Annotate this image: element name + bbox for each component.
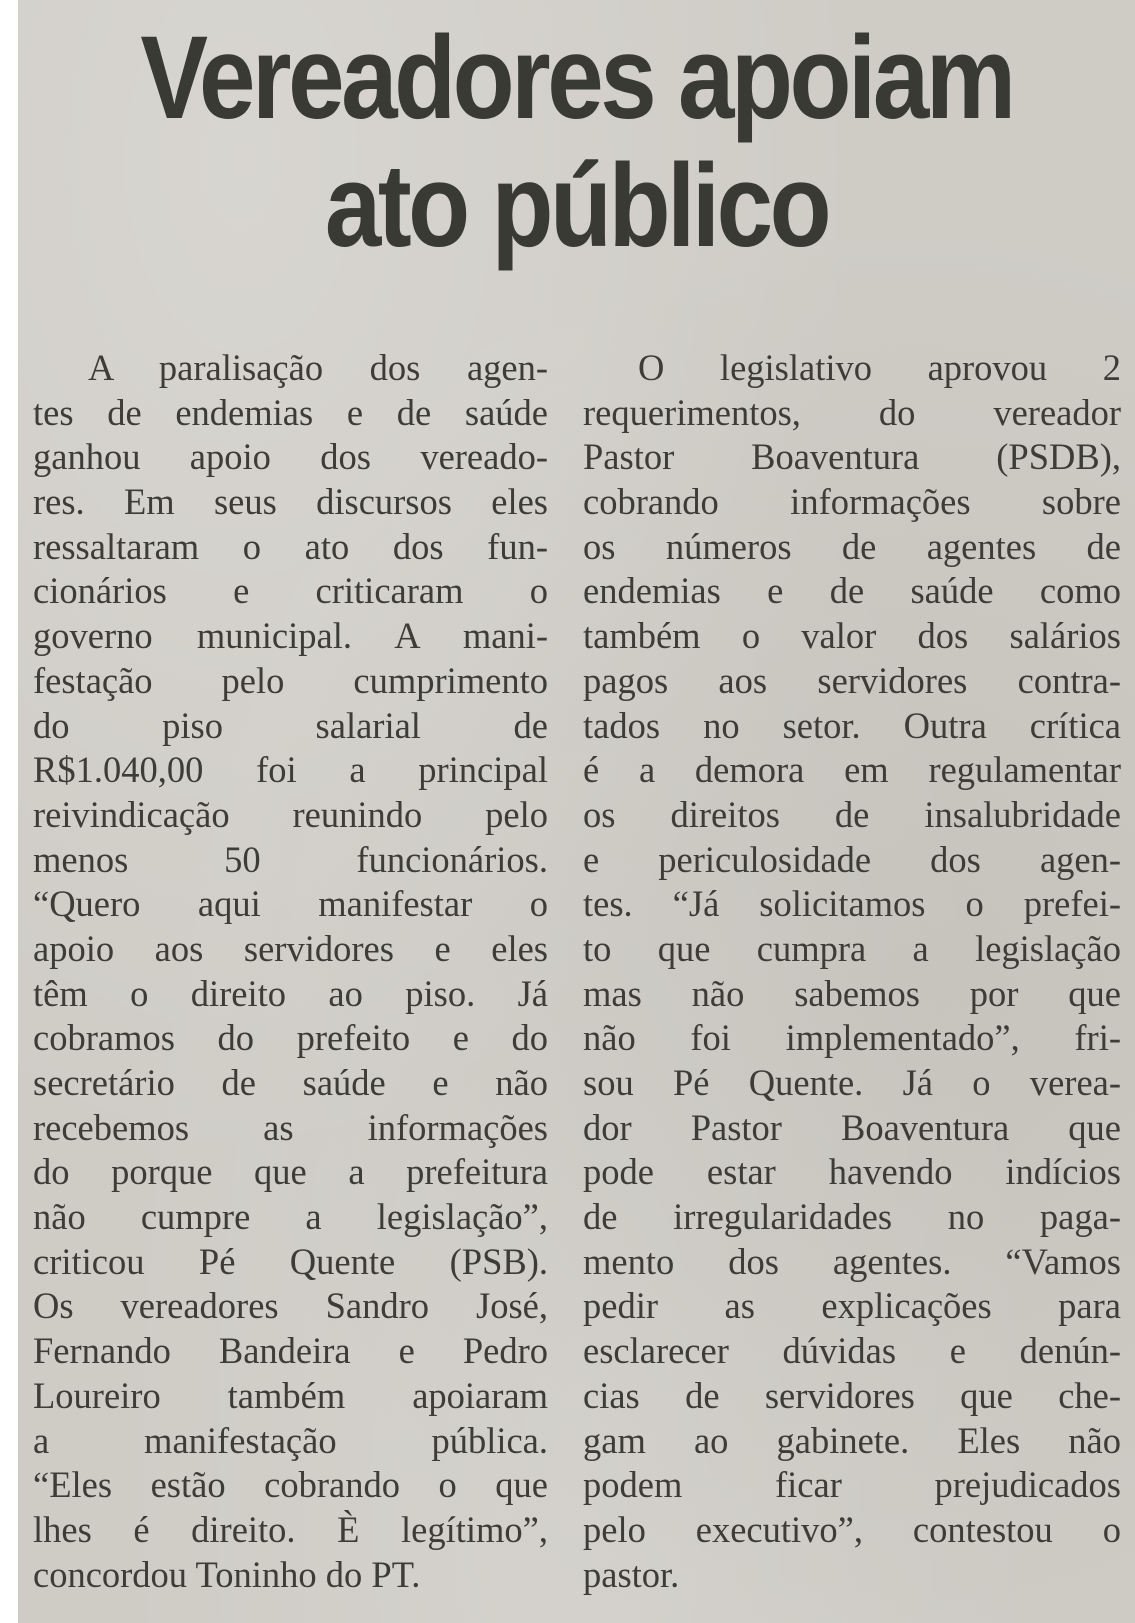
- text-line: O legislativo aprovou 2: [638, 347, 1121, 388]
- text-line: ressaltaram o ato dos fun-: [33, 525, 548, 567]
- text-line: secretário de saúde e não: [33, 1062, 548, 1103]
- text-line: também o valor dos salários: [583, 615, 1121, 657]
- text-line: mento dos agentes. “Vamos: [583, 1240, 1121, 1282]
- text-line: requerimentos, do vereador: [583, 391, 1121, 433]
- text-line: A paralisação dos agen-: [88, 347, 548, 388]
- text-line: to que cumpra a legislação: [583, 927, 1121, 969]
- text-line: não cumpre a legislação”,: [33, 1196, 548, 1238]
- text-line: cobramos do prefeito e do: [33, 1017, 548, 1059]
- text-line: os direitos de insalubridade: [583, 793, 1121, 835]
- text-line: é a demora em regulamentar: [583, 749, 1121, 791]
- headline: [96, 14, 1057, 270]
- text-line: lhes é direito. È legítimo”,: [33, 1508, 548, 1550]
- text-line: os números de agentes de: [583, 525, 1121, 567]
- text-line: Pastor Boaventura (PSDB),: [583, 436, 1121, 478]
- text-line: pelo executivo”, contestou o: [583, 1508, 1121, 1550]
- text-line: ganhou apoio dos vereado-: [33, 436, 548, 478]
- text-line: tados no setor. Outra crítica: [583, 704, 1121, 746]
- text-line: criticou Pé Quente (PSB).: [33, 1240, 548, 1282]
- text-line: dor Pastor Boaventura que: [583, 1106, 1121, 1148]
- text-line: concordou Toninho do PT.: [33, 1553, 421, 1595]
- article-column-right: [583, 346, 1121, 1597]
- text-line: pastor.: [583, 1553, 680, 1595]
- text-line: gam ao gabinete. Eles não: [583, 1419, 1121, 1461]
- text-line: cionários e criticaram o: [33, 570, 548, 612]
- text-line: festação pelo cumprimento: [33, 659, 548, 701]
- text-line: de irregularidades no paga-: [583, 1196, 1121, 1238]
- text-line: não foi implementado”, fri-: [583, 1017, 1121, 1059]
- text-line: mas não sabemos por que: [583, 972, 1121, 1014]
- text-line: cias de servidores que che-: [583, 1374, 1121, 1416]
- text-line: Loureiro também apoiaram: [33, 1374, 548, 1416]
- text-line: a manifestação pública.: [33, 1419, 548, 1461]
- text-line: Os vereadores Sandro José,: [33, 1285, 548, 1327]
- text-line: governo municipal. A mani-: [33, 615, 548, 657]
- text-line: res. Em seus discursos eles: [33, 481, 548, 523]
- text-line: apoio aos servidores e eles: [33, 927, 548, 969]
- newspaper-clipping: [18, 0, 1135, 1623]
- text-line: recebemos as informações: [33, 1106, 548, 1148]
- text-line: esclarecer dúvidas e denún-: [583, 1330, 1121, 1372]
- text-line: cobrando informações sobre: [583, 481, 1121, 523]
- text-line: têm o direito ao piso. Já: [33, 972, 548, 1014]
- text-line: pagos aos servidores contra-: [583, 659, 1121, 701]
- text-line: Fernando Bandeira e Pedro: [33, 1330, 548, 1372]
- text-line: do porque que a prefeitura: [33, 1151, 548, 1193]
- text-line: pode estar havendo indícios: [583, 1151, 1121, 1193]
- text-line: podem ficar prejudicados: [583, 1464, 1121, 1506]
- article-column-left: [33, 346, 548, 1597]
- text-line: reivindicação reunindo pelo: [33, 793, 548, 835]
- text-line: tes de endemias e de saúde: [33, 391, 548, 433]
- text-line: e periculosidade dos agen-: [583, 838, 1121, 880]
- text-line: endemias e de saúde como: [583, 570, 1121, 612]
- text-line: R$1.040,00 foi a principal: [33, 749, 548, 791]
- text-line: “Quero aqui manifestar o: [33, 883, 548, 925]
- headline-line-1: Vereadores apoiam: [140, 12, 1013, 144]
- text-line: sou Pé Quente. Já o verea-: [583, 1062, 1121, 1103]
- text-line: tes. “Já solicitamos o prefei-: [583, 883, 1121, 925]
- text-line: menos 50 funcionários.: [33, 838, 548, 880]
- text-line: pedir as explicações para: [583, 1285, 1121, 1327]
- text-line: do piso salarial de: [33, 704, 548, 746]
- text-line: “Eles estão cobrando o que: [33, 1464, 548, 1506]
- headline-line-2: ato público: [324, 140, 829, 272]
